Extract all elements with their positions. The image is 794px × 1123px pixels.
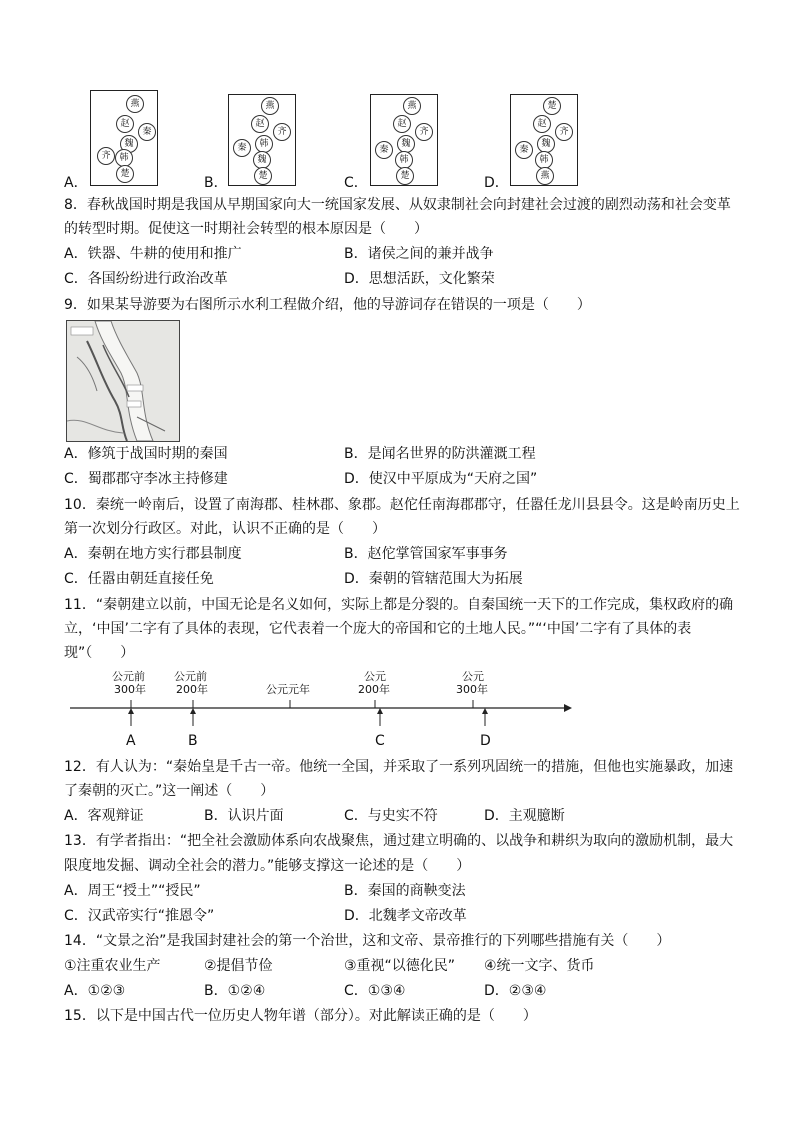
tick-label: 公元: [462, 670, 484, 683]
tick-label: 公元: [364, 670, 386, 683]
q10-option-a[interactable]: A．秦朝在地方实行郡县制度: [64, 546, 242, 562]
state-circle: 秦: [138, 123, 156, 141]
q9-option-d[interactable]: D．使汉中平原成为“天府之国”: [344, 471, 538, 487]
state-circle: 魏: [537, 135, 555, 153]
option-d-label: D．: [484, 175, 509, 191]
q11-stem: 现”（ ）: [64, 645, 135, 661]
q12-option-b[interactable]: B．认识片面: [204, 808, 284, 824]
tick-label: 公元前: [174, 670, 207, 683]
diagram-a: [90, 90, 158, 186]
state-circle: 楚: [543, 97, 561, 115]
state-circle: 燕: [403, 97, 421, 115]
q11-stem: 11．“秦朝建立以前，中国无论是名义如何，实际上都是分裂的。自秦国统一天下的工作完成，集权政府的确: [64, 597, 734, 613]
state-circle: 魏: [120, 135, 138, 153]
q14-stem: 14．“文景之治”是我国封建社会的第一个治世，这和文帝、景帝推行的下列哪些措施有关（ ）: [64, 933, 671, 949]
q14-option-d[interactable]: D．②③④: [484, 983, 547, 999]
timeline: [64, 668, 584, 752]
state-circle: 齐: [555, 123, 573, 141]
q10-option-d[interactable]: D．秦朝的管辖范围大为拓展: [344, 571, 523, 587]
q14-option-b[interactable]: B．①②④: [204, 983, 266, 999]
state-circle: 齐: [97, 147, 115, 165]
state-circle: 秦: [375, 141, 393, 159]
q11-stem: 立，‘中国’二字有了具体的表现，它代表着一个庞大的帝国和它的土地人民。”“‘中国’二字有了具体的表: [64, 621, 692, 637]
state-circle: 赵: [393, 115, 411, 133]
diagram-d: [510, 94, 578, 186]
dujiangyan-map-image: [66, 320, 180, 442]
tick-label: 200年: [358, 683, 390, 696]
timeline-marker-b[interactable]: B: [188, 733, 198, 749]
diagram-c: [370, 94, 438, 186]
q9-option-a[interactable]: A．修筑于战国时期的秦国: [64, 446, 228, 462]
state-circle: 魏: [397, 135, 415, 153]
q14-option-c[interactable]: C．①③④: [344, 983, 406, 999]
state-circle: 楚: [396, 167, 414, 185]
state-circle: 韩: [395, 151, 413, 169]
q8-option-c[interactable]: C．各国纷纷进行政治改革: [64, 271, 228, 287]
timeline-marker-d[interactable]: D: [480, 733, 491, 749]
q13-option-a[interactable]: A．周王“授土”“授民”: [64, 883, 201, 899]
q8-option-d[interactable]: D．思想活跃，文化繁荣: [344, 271, 495, 287]
option-c-label: C．: [344, 175, 368, 191]
state-circle: 魏: [253, 151, 271, 169]
diagram-b: [228, 94, 296, 186]
q10-option-c[interactable]: C．任嚣由朝廷直接任免: [64, 571, 214, 587]
q9-option-c[interactable]: C．蜀郡郡守李冰主持修建: [64, 471, 228, 487]
q12-stem: 了秦朝的灭亡。”这一阐述（ ）: [64, 783, 275, 799]
state-circle: 韩: [255, 135, 273, 153]
timeline-marker-a[interactable]: A: [126, 733, 136, 749]
q14-option-a[interactable]: A．①②③: [64, 983, 126, 999]
q14-statement-3: ③重视“以德化民”: [344, 958, 456, 974]
tick-label: 300年: [114, 683, 146, 696]
q9-option-b[interactable]: B．是闻名世界的防洪灌溉工程: [344, 446, 536, 462]
q8-stem: 8．春秋战国时期是我国从早期国家向大一统国家发展、从奴隶制社会向封建社会过渡的剧烈动荡和社会变革: [64, 197, 731, 213]
q12-stem: 12．有人认为：“秦始皇是千古一帝。他统一全国，并采取了一系列巩固统一的措施，但他也实施暴政，加速: [64, 759, 734, 775]
q15-stem: 15．以下是中国古代一位历史人物年谱（部分）。对此解读正确的是（ ）: [64, 1008, 537, 1024]
q14-statement-2: ②提倡节俭: [204, 958, 273, 974]
state-circle: 韩: [535, 151, 553, 169]
q10-stem: 10．秦统一岭南后，设置了南海郡、桂林郡、象郡。赵佗任南海郡郡守，任嚣任龙川县县令。这是岭南历史上: [64, 497, 740, 513]
q8-stem: 的转型时期。促使这一时期社会转型的根本原因是（ ）: [64, 221, 428, 237]
q12-option-c[interactable]: C．与史实不符: [344, 808, 438, 824]
tick-label: 200年: [176, 683, 208, 696]
state-circle: 秦: [515, 141, 533, 159]
state-circle: 赵: [116, 115, 134, 133]
q13-option-b[interactable]: B．秦国的商鞅变法: [344, 883, 466, 899]
option-a-label: A．: [64, 175, 88, 191]
state-circle: 韩: [115, 149, 133, 167]
state-circle: 燕: [261, 97, 279, 115]
state-circle: 齐: [273, 123, 291, 141]
q12-option-a[interactable]: A．客观辩证: [64, 808, 144, 824]
state-circle: 赵: [251, 115, 269, 133]
timeline-marker-c[interactable]: C: [375, 733, 385, 749]
tick-label: 300年: [456, 683, 488, 696]
state-circle: 燕: [536, 167, 554, 185]
tick-label: 公元元年: [266, 683, 310, 696]
state-circle: 燕: [126, 95, 144, 113]
state-circle: 齐: [415, 123, 433, 141]
q9-stem: 9．如果某导游要为右图所示水利工程做介绍，他的导游词存在错误的一项是（ ）: [64, 297, 591, 313]
option-b-label: B．: [204, 175, 228, 191]
state-circle: 楚: [116, 165, 134, 183]
q8-option-a[interactable]: A．铁器、牛耕的使用和推广: [64, 246, 242, 262]
state-circle: 秦: [233, 139, 251, 157]
q13-option-c[interactable]: C．汉武帝实行“推恩令”: [64, 908, 215, 924]
q12-option-d[interactable]: D．主观臆断: [484, 808, 565, 824]
q13-stem: 限度地发掘、调动全社会的潜力。”能够支撑这一论述的是（ ）: [64, 858, 471, 874]
q13-stem: 13．有学者指出：“把全社会激励体系向农战聚焦，通过建立明确的、以战争和耕织为取向的激励机制，最大: [64, 833, 734, 849]
q14-statement-4: ④统一文字、货币: [484, 958, 595, 974]
q10-option-b[interactable]: B．赵佗掌管国家军事事务: [344, 546, 508, 562]
q8-option-b[interactable]: B．诸侯之间的兼并战争: [344, 246, 494, 262]
state-circle: 赵: [533, 115, 551, 133]
tick-label: 公元前: [112, 670, 145, 683]
q10-stem: 第一次划分行政区。对此，认识不正确的是（ ）: [64, 521, 386, 537]
q13-option-d[interactable]: D．北魏孝文帝改革: [344, 908, 467, 924]
state-circle: 楚: [254, 167, 272, 185]
q14-statement-1: ①注重农业生产: [64, 958, 161, 974]
